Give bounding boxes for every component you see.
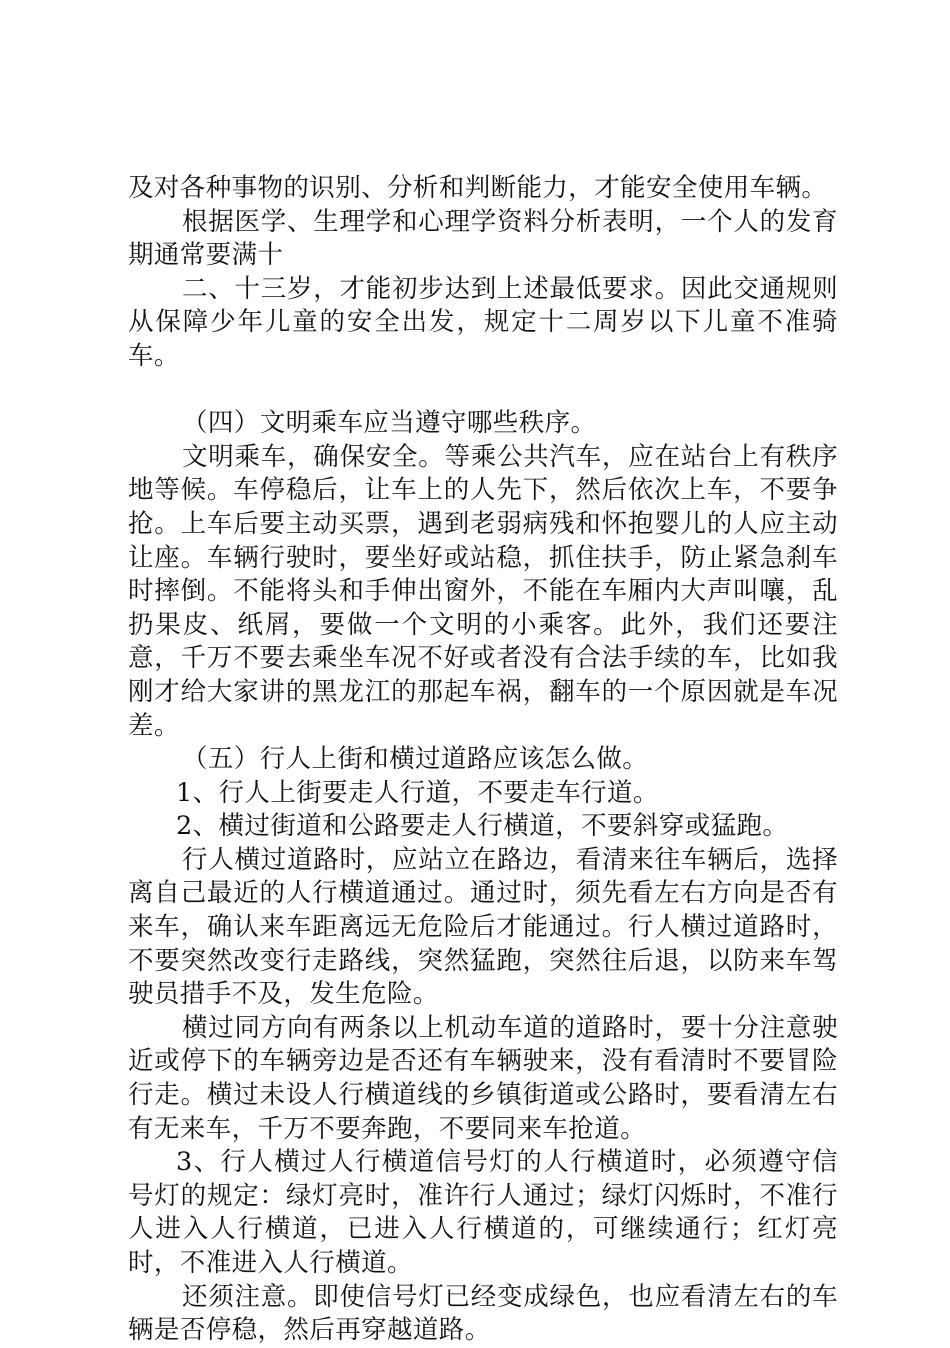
list-item-2: 2、横过街道和公路要走人行横道，不要斜穿或猛跑。 (176, 811, 789, 842)
paragraph-note: 还须注意。即使信号灯已经变成绿色，也应看清左右的车辆是否停稳，然后再穿越道路。 (128, 1281, 838, 1346)
paragraph-1: 及对各种事物的识别、分析和判断能力，才能安全使用车辆。 (128, 173, 828, 203)
paragraph-civilized-riding: 文明乘车，确保安全。等乘公共汽车，应在站台上有秩序地等候。车停稳后，让车上的人先下，然后依次上车，不要争抢。上车后要主动买票，遇到老弱病残和怀抱婴儿的人应主动让座。车辆行驶时，要坐好或站稳，抓住扶手，防止紧急刹车时摔倒。不能将头和手伸出窗外，不能在车厢内大声叫嚷，乱扔果皮、纸屑，要做一个文明的小乘客。此外，我们还要注意，千万不要去乘坐车况不好或者没有合法手续的车，比如我刚才给大家讲的黑龙江的那起车祸，翻车的一个原因就是车况差。 (128, 441, 838, 741)
paragraph-multi-lane: 横过同方向有两条以上机动车道的道路时，要十分注意驶近或停下的车辆旁边是否还有车辆驶来，没有看清时不要冒险行走。横过未设人行横道线的乡镇街道或公路时，要看清左右有无来车，千万不要奔跑，不要同来车抢道。 (128, 1012, 838, 1144)
list-item-1: 1、行人上街要走人行道，不要走车行道。 (176, 777, 659, 808)
paragraph-2: 根据医学、生理学和心理学资料分析表明，一个人的发育期通常要满十 (128, 206, 838, 271)
list-item-3: 3、行人横过人行横道信号灯的人行横道时，必须遵守信号灯的规定：绿灯亮时，准许行人通过；绿灯闪烁时，不准行人进入人行横道，已进入人行横道的，可继续通行；红灯亮时，不准进入人行横道。 (128, 1147, 838, 1278)
paragraph-crossing-road: 行人横过道路时，应站立在路边，看清来往车辆后，选择离自己最近的人行横道通过。通过时，须先看左右方向是否有来车，确认来车距离远无危险后才能通过。行人横过道路时，不要突然改变行走路线，突然猛跑，突然往后退，以防来车驾驶员措手不及，发生危险。 (128, 844, 838, 1010)
section-heading-5: （五）行人上街和横过道路应该怎么做。 (182, 744, 649, 775)
paragraph-3: 二、十三岁，才能初步达到上述最低要求。因此交通规则从保障少年儿童的安全出发，规定十二周岁以下儿童不准骑车。 (128, 273, 838, 371)
section-heading-4: （四）文明乘车应当遵守哪些秩序。 (182, 408, 597, 439)
blank-line (128, 374, 838, 408)
document-page (128, 172, 838, 1348)
